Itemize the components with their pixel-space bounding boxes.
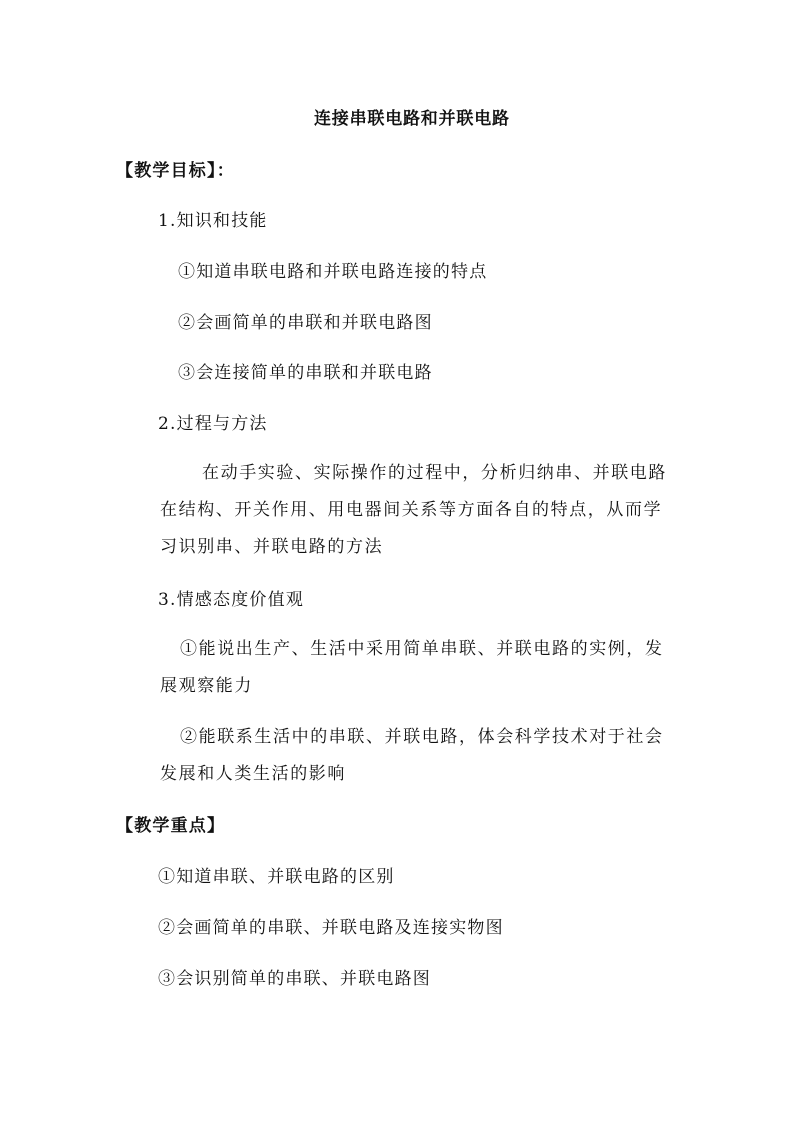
process-paragraph: 在动手实验、实际操作的过程中，分析归纳串、并联电路在结构、开关作用、用电器间关系等方面各自的特点，从而学习识别串、并联电路的方法 (160, 463, 667, 557)
key-point-item: ①知道串联、并联电路的区别 (158, 867, 395, 887)
document-title: 连接串联电路和并联电路 (314, 109, 510, 129)
key-point-item: ③会识别简单的串联、并联电路图 (158, 969, 431, 989)
process-heading: 2.过程与方法 (158, 414, 268, 434)
emotion-heading: 3.情感态度价值观 (158, 590, 305, 610)
key-point-item: ②会画简单的串联、并联电路及连接实物图 (158, 918, 504, 938)
emotion-item: ①能说出生产、生活中采用简单串联、并联电路的实例，发展观察能力 (160, 639, 664, 696)
knowledge-item: ③会连接简单的串联和并联电路 (178, 363, 433, 383)
knowledge-heading: 1.知识和技能 (158, 211, 268, 231)
knowledge-item: ②会画简单的串联和并联电路图 (178, 313, 433, 333)
key-points-heading: 【教学重点】 (116, 816, 226, 836)
objectives-heading: 【教学目标】： (116, 161, 235, 181)
knowledge-item: ①知道串联电路和并联电路连接的特点 (178, 262, 488, 282)
emotion-item: ②能联系生活中的串联、并联电路，体会科学技术对于社会发展和人类生活的影响 (160, 727, 664, 784)
